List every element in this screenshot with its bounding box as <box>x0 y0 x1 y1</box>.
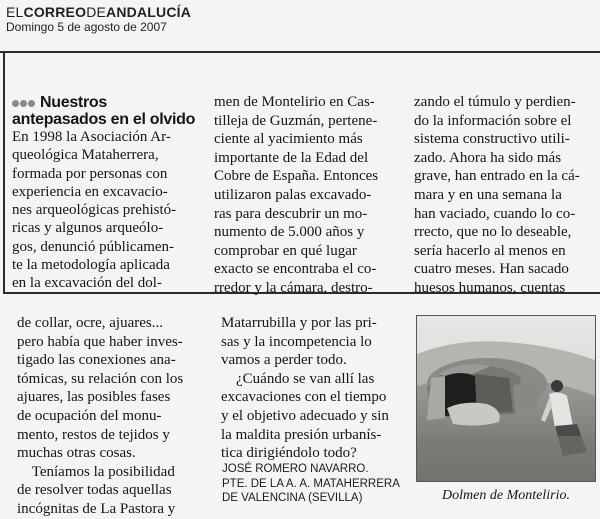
letter-signature: JOSÉ ROMERO NAVARRO. PTE. DE LA A. A. MATAHERRERA DE VALENCINA (SEVILLA) <box>222 463 400 504</box>
left-rule <box>3 53 5 293</box>
article-column-2: men de Montelirio en Cas- tilleja de Guzmán, pertene- ciente al yacimiento más importante de la Edad del Cobre de España. Entonces utilizaron palas excavado- ras para descubrir un mo- numento de 5.000 años y comprobar en qué lugar exacto se encontraba el co- rredor y la cámara, destro- <box>214 94 379 296</box>
newspaper-name: ELCORREODEANDALUCÍA <box>6 4 192 20</box>
dolmen-photo-image <box>417 316 595 481</box>
dolmen-photo <box>416 315 596 482</box>
article-column-5: Matarrubilla y por las pri- sas y la incompetencia lo vamos a perder todo. ¿Cuándo se van allí las excavaciones con el tiempo y el objetivo adecuado y sin la maldita presión urbanís- tica dirigiéndolo todo? <box>221 315 389 462</box>
photo-caption: Dolmen de Montelirio. <box>442 488 570 503</box>
article-heading: Nuestros antepasados en el olvido <box>12 94 196 129</box>
publication-date: Domingo 5 de agosto de 2007 <box>6 20 167 34</box>
masthead <box>6 4 191 34</box>
top-rule <box>0 51 600 53</box>
article-column-1: En 1998 la Asociación Ar- queológica Mataherrera, formada por personas con experiencia en excavacio- nes arqueológicas prehistó- ricas y algunos arqueólo- gos, denunció públicamen- te la metodología aplicada en la excavación del dol- <box>12 129 177 292</box>
article-column-4: de collar, ocre, ajuares... pero había que haber inves- tigado las conexiones ana- tómicas, su relación con los ajuares, las posibles fases de ocupación del monu- mento, restos de tejidos y muchas otras cosas. Teníamos la posibilidad de resolver todas aquellas incógnitas de La Pastora y <box>17 315 184 517</box>
article-column-3: zando el túmulo y perdien- do la información sobre el sistema constructivo utili- zado. Ahora ha sido más grave, han entrado en la cá- mara y en una semana la han vaciado, cuando lo co- rrecto, que no lo deseable, sería hacerlo al menos en cuatro meses. Han sacado huesos humanos, cuentas <box>414 94 580 296</box>
bullet-dots-icon <box>12 94 36 111</box>
